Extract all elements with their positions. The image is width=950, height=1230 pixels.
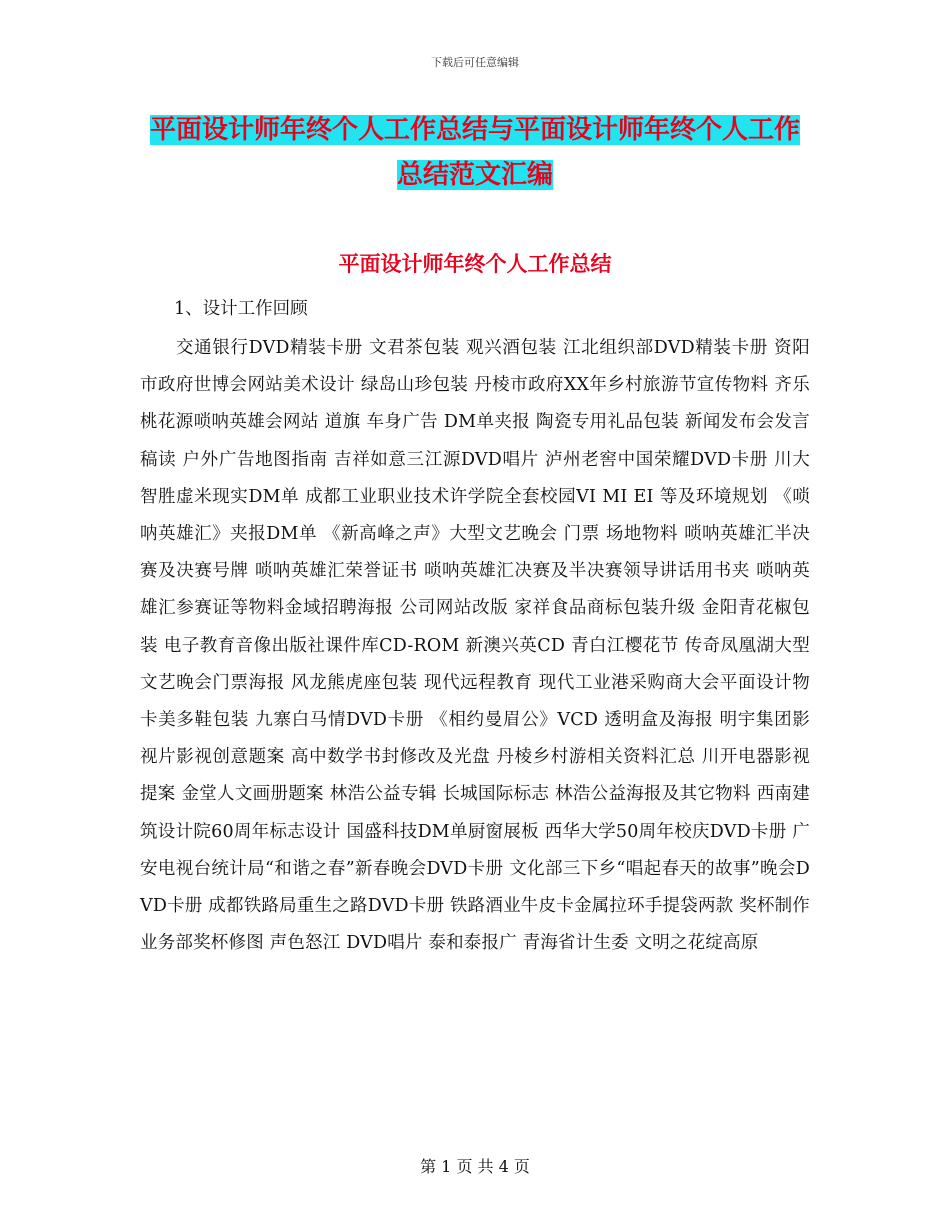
document-title — [140, 108, 810, 198]
page-number: 第 1 页 共 4 页 — [420, 1157, 530, 1176]
section-title: 平面设计师年终个人工作总结 — [338, 252, 612, 276]
page-header-note: 下载后可任意编辑 — [431, 56, 519, 69]
document-title-text: 平面设计师年终个人工作总结与平面设计师年终个人工作总结范文汇编 — [149, 115, 800, 190]
body-paragraph: 交通银行DVD精装卡册 文君茶包装 观兴酒包装 江北组织部DVD精装卡册 资阳市政府世博会网站美术设计 绿岛山珍包装 丹棱市政府XX年乡村旅游节宣传物料 齐乐桃花源唢呐英雄会网站 道旗 车身广告 DM单夹报 陶瓷专用礼品包装 新闻发布会发言稿读 户外广告地图指南 吉祥如意三江源DVD唱片 泸州老窖中国荣耀DVD卡册 川大智胜虚米现实DM单 成都工业职业技术许学院全套校园VI MI EI 等及环境规划 《唢呐英雄汇》夹报DM单 《新高峰之声》大型文艺晚会 门票 场地物料 唢呐英雄汇半决赛及决赛号牌 唢呐英雄汇荣誉证书 唢呐英雄汇决赛及半决赛领导讲话用书夹 唢呐英雄汇参赛证等物料金域招聘海报 公司网站改版 家祥食品商标包装升级 金阳青花椒包装 电子教育音像出版社课件库CD-ROM 新澳兴英CD 青白江樱花节 传奇凤凰湖大型文艺晚会门票海报 风龙熊虎座包装 现代远程教育 现代工业港采购商大会平面设计物 卡美多鞋包装 九寨白马情DVD卡册 《相约曼眉公》VCD 透明盒及海报 明宇集团影视片影视创意题案 高中数学书封修改及光盘 丹棱乡村游相关资料汇总 川开电器影视提案 金堂人文画册题案 林浩公益专辑 长城国际标志 林浩公益海报及其它物料 西南建筑设计院60周年标志设计 国盛科技DM单厨窗展板 西华大学50周年校庆DVD卡册 广安电视台统计局“和谐之春”新春晚会DVD卡册 文化部三下乡“唱起春天的故事”晚会DVD卡册 成都铁路局重生之路DVD卡册 铁路酒业牛皮卡金属拉环手提袋两款 奖杯制作业务部奖杯修图 声色怒江 DVD唱片 泰和泰报广 青海省计生委 文明之花绽高原 — [140, 338, 810, 954]
section-heading: 1、设计工作回顾 — [174, 299, 308, 319]
